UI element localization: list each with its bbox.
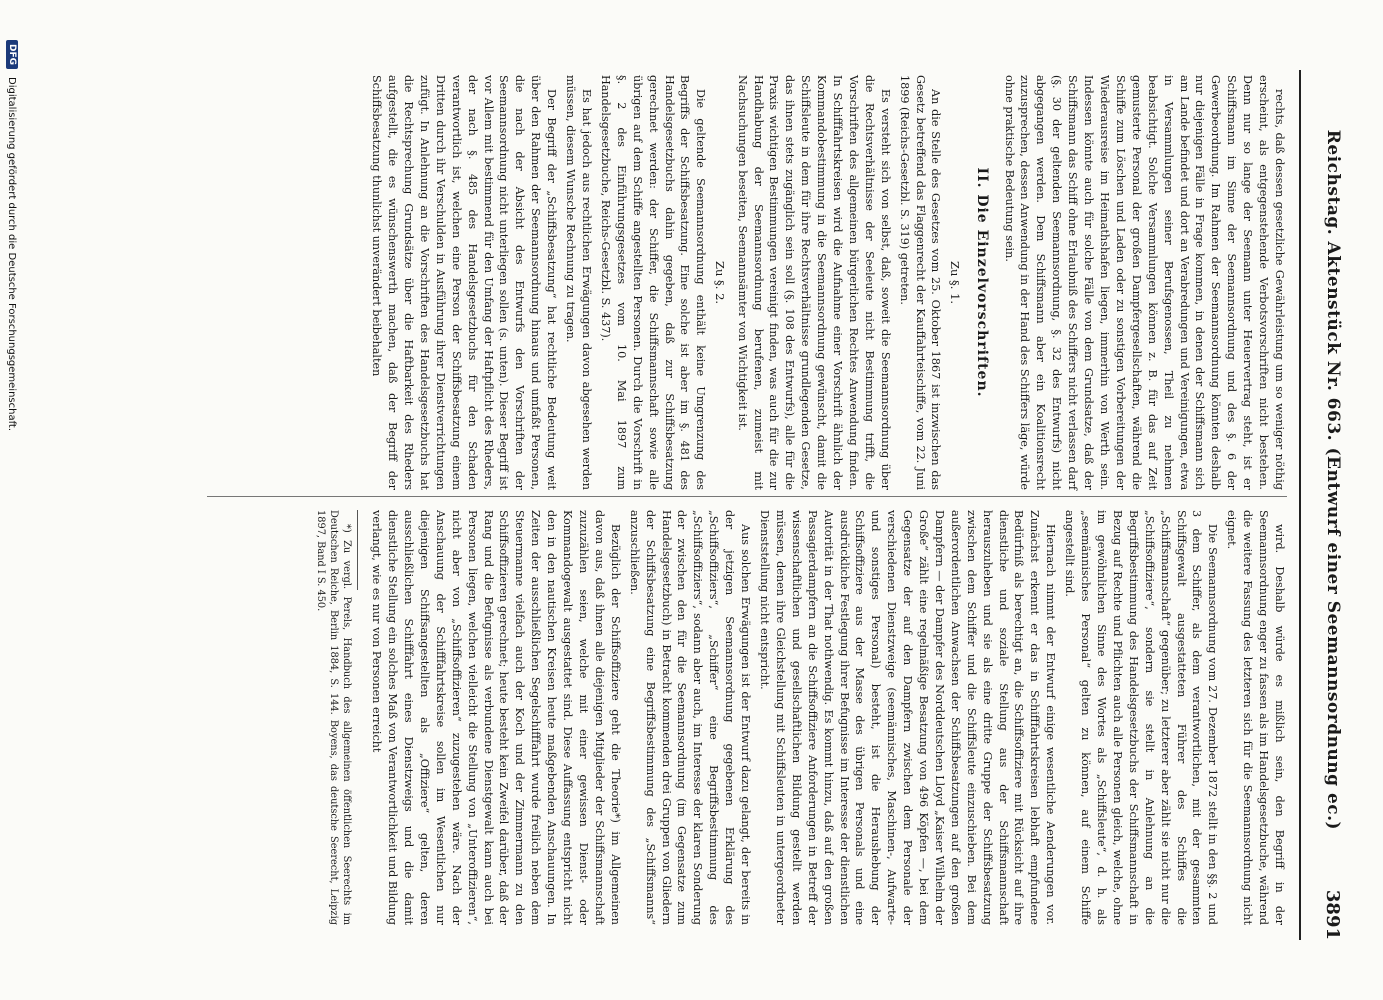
paragraph: An die Stelle des Gesetzes vom 25. Oktober 1867 ist inzwischen das Gesetz betreffend das Flaggenrecht der Kauffahrteischiffe, vom 22. Juni 1899 (Reichs-Gesetzbl. S. 319) getreten. <box>897 75 943 490</box>
digitization-credit <box>6 40 18 940</box>
paragraph: rechts, daß dessen gesetzliche Gewährleistung um so weniger nöthig erscheint, als entgegenstehende Verbotsvorschriften nicht bestehen. Denn nur so lange der Seemann unter Heuervertrag steht, ist er Schiffsmann im Sinne der Seemannsordnung und des §. 6 der Gewerbeordnung. Im Rahmen der Seemannsordnung könnten deshalb nur diejenigen Fälle in Frage kommen, in denen der Schiffsmann sich am Lande befindet und dort an Verabredungen und Vereinigungen, etwa in Versammlungen seiner Berufsgenossen, Theil zu nehmen beabsichtigt. Solche Versammlungen können z. B. für das auf Zeit gemusterte Personal der großen Dampfergesellschaften, während die Schiffe zum Löschen und Laden oder zu sonstigen Vorbereitungen der Wiederausreise im Heimathshafen liegen, immerhin von Werth sein. Indessen könnte auch für solche Fälle von dem Grundsatze, daß der Schiffsmann das Schiff ohne Erlaubniß des Schiffers nicht verlassen darf (§. 30 der geltenden Seemannsordnung, §. 32 des Entwurfs) nicht abgegangen werden. Dem Schiffsmann aber ein Koalitionsrecht zuzusprechen, dessen Anwendung in der Hand des Schiffers läge, würde ohne praktische Bedeutung sein. <box>1002 75 1286 490</box>
subsection-heading: Zu §. 2. <box>712 260 727 305</box>
paragraph: wird. Deshalb würde es mißlich sein, den Begriff in der Seemannsordnung enger zu fassen als im Handelsgesetzbuche, während die weitere Fassung des letzteren sich für die Seemannsordnung nicht eignet. <box>1225 510 1286 925</box>
footnote-rule <box>357 510 358 590</box>
paragraph: Hiernach nimmt der Entwurf einige wesentliche Aenderungen vor. Zunächst erkennt er das in Schifffahrtskreisen lebhaft empfundene Bedürfniß als berechtigt an, die Schiffsoffiziere mit Rücksicht auf ihre dienstliche und soziale Stellung aus der Schiffsmannschaft herauszuheben und sie als eine dritte Gruppe der Schiffsbesatzung zwischen dem Schiffer und die Schiffsleute einzuschieben. Bei dem außerordentlichen Anwachsen der Schiffsbesatzungen auf den großen Dampfern — der Dampfer des Norddeutschen Lloyd „Kaiser Wilhelm der Große“ zählt eine regelmäßige Besatzung von 496 Köpfen —, bei dem Gegensatze der auf den Dampfern zwischen dem Personale der verschiedenen Dienstzweige (seemännisches, Maschinen-, Aufwarte- und sonstiges Personal) besteht, ist die Heraushebung der Schiffsoffiziere aus der Masse des übrigen Personals und eine ausdrückliche Festlegung ihrer Befugnisse im Interesse der dienstlichen Autorität in der That nothwendig. Es kommt hinzu, daß auf den großen Passagierdampfern an die Schiffsoffiziere Anforderungen in Betreff der wissenschaftlichen und gesellschaftlichen Bildung gestellt werden müssen, denen ihre Gleichstellung mit Schiffsleuten in untergeordneter Dienststellung nicht entspricht. <box>758 510 1058 925</box>
dfg-logo: DFG <box>6 40 18 69</box>
paragraph: Die geltende Seemannsordnung enthält keine Umgrenzung des Begriffs der Schiffsbesatzung. Eine solche ist aber im §. 481 des Handelsgesetzbuchs dahin gegeben, daß zur Schiffsbesatzung gerechnet werden: der Schiffer, die Schiffsmannschaft sowie alle übrigen auf dem Schiffe angestellten Personen. Durch die Vorschrift in §. 2 des Einführungsgesetzes vom 10. Mai 1897 zum Handelsgesetzbuche, Reichs-Gesetzbl. S. 437). <box>598 75 708 490</box>
paragraph: Es versteht sich von selbst, daß, soweit die Seemannsordnung über die Rechtsverhältnisse der Seeleute nicht Bestimmung trifft, die Vorschriften des allgemeinen bürgerlichen Rechtes Anwendung finden. In Schifffahrtskreisen wird die Aufnahme einer Vorschrift ähnlich der Kommandobestimmung in die Seemannsordnung gewünscht, damit die Schiffsleute in dem für ihre Rechtsverhältnisse grundlegenden Gesetze, das ihnen stets zugänglich sein soll (§. 108 des Entwurfs), alle für die Praxis wichtigen Bestimmungen vereinigt finden, was auch für die zur Handhabung der Seemannsordnung berufenen, zumeist mit Nachsuchungen beseiten, Seemannsämter von Wichtigkeit ist. <box>735 75 892 490</box>
left-column <box>365 75 1287 490</box>
paragraph: Bezüglich der Schiffsoffiziere geht die Theorie*) im Allgemeinen davon aus, daß ihnen alle diejenigen Mitglieder der Schiffsmannschaft zuzuzählen seien, welche mit einer gewissen Dienst- oder Kommandogewalt ausgestattet sind. Diese Auffassung entspricht nicht den in den nautischen Kreisen heute maßgebenden Anschauungen. In Zeiten der ausschließlichen Segelschifffahrt wurde freilich neben dem Steuermanne vielfach auch der Koch und der Zimmermann zu den Schiffsoffizieren gerechnet; heute besteht kein Zweifel darüber, daß der Rang und die Befugnisse als verbundene Dienstgewalt kann auch bei Personen liegen, welchen vielleicht die Stellung von „Unteroffizieren“, nicht aber von „Schiffsoffizieren“ zuzugestehen wäre. Nach der Anschauung der Schifffahrtskreise sollen im Wesentlichen nur diejenigen Schiffsangestellten als „Offiziere“ gelten, deren ausschließlichen Schifffahrt eines Dienstzweigs und die damit dienstliche Stellung ein solches Maß von Verantwortlichkeit und Bildung verlangt, wie es nur von Personen erreicht <box>370 510 622 925</box>
paragraph: Der Begriff der „Schiffsbesatzung“ hat rechtliche Bedeutung weit über den Rahmen der Seemannsordnung hinaus und umfaßt Personen, die nach der Absicht des Entwurfs den Vorschriften der Seemannsordnung nicht unterliegen sollen (s. unten). Dieser Begriff ist vor Allem mit bestimmend für den Umfang der Haftpflicht des Rheders, der nach §. 485 des Handelsgesetzbuchs für den Schaden verantwortlich ist, welchen eine Person der Schiffsbesatzung einem Dritten durch ihr Verschulden in Ausführung ihrer Dienstverrichtungen zufügt. In Anlehnung an die Vorschriften des Handelsgesetzbuchs hat die Rechtsprechung Grundsätze über die Haftbarkeit des Rheders aufgestellt, die es wünschenswerth machen, daß der Begriff der Schiffsbesatzung thunlichst unverändert beibehalten <box>370 75 559 490</box>
page-number: 3891 <box>1322 889 1344 940</box>
credit-text: Digitalisierung gefördert durch die Deutsche Forschungsgemeinschaft. <box>6 77 18 432</box>
subsection-heading: Zu §. 1. <box>947 260 962 305</box>
page-title: Reichstag. Aktenstück Nr. 663. (Entwurf einer Seemannsordnung ec.) <box>1323 129 1343 831</box>
paragraph: Aus solchen Erwägungen ist der Entwurf dazu gelangt, der bereits in der jetzigen Seemannsordnung gegebenen Erklärung des „Schiffsoffiziers“, „Schiffer“ eine Begriffsbestimmung des „Schiffsoffiziers“, sodann aber auch, im Interesse der klaren Sonderung der zwischen den für die Seemannsordnung (im Gegensatze zum Handelsgesetzbuch) in Betracht kommenden drei Gruppen von Gliedern der Schiffsbesatzung eine Begriffsbestimmung des „Schiffsmanns“ anzuschließen. <box>627 510 753 925</box>
right-column <box>311 510 1287 925</box>
column-divider <box>207 496 1287 497</box>
paragraph: Es hat jedoch aus rechtlichen Erwägungen davon abgesehen werden müssen, diesem Wunsche Rechnung zu tragen. <box>564 75 594 490</box>
footnote: *) Zu vergl. Perels, Handbuch des allgemeinen öffentlichen Seerechts im Deutschen Reiche, Berlin 1884, S. 144. Boyens, das deutsche Seerecht, Leipzig 1897, Band I S. 450. <box>314 510 353 925</box>
section-heading: II. Die Einzelvorschriften. <box>973 167 990 398</box>
paragraph: Die Seemannsordnung vom 27. Dezember 1872 stellt in den §§. 2 und 3 dem Schiffer, als dem verantwortlichen, mit der gesammten Schiffsgewalt ausgestatteten Führer des Schiffes die „Schiffsmannschaft“ gegenüber; zu letzterer aber zählt sie nicht nur die „Schiffsoffiziere“, sondern sie stellt in Anlehnung an die Begriffsbestimmung des Handelsgesetzbuchs der Schiffsmannschaft in Bezug auf Rechte und Pflichten auch alle Personen gleich, welche, ohne im gewöhnlichen Sinne des Wortes als „Schiffsleute“, d. h. als „seemännisches Personal“ gelten zu können, auf einem Schiffe angestellt sind. <box>1063 510 1220 925</box>
header-rule <box>1299 70 1301 940</box>
page-header <box>1303 70 1363 940</box>
